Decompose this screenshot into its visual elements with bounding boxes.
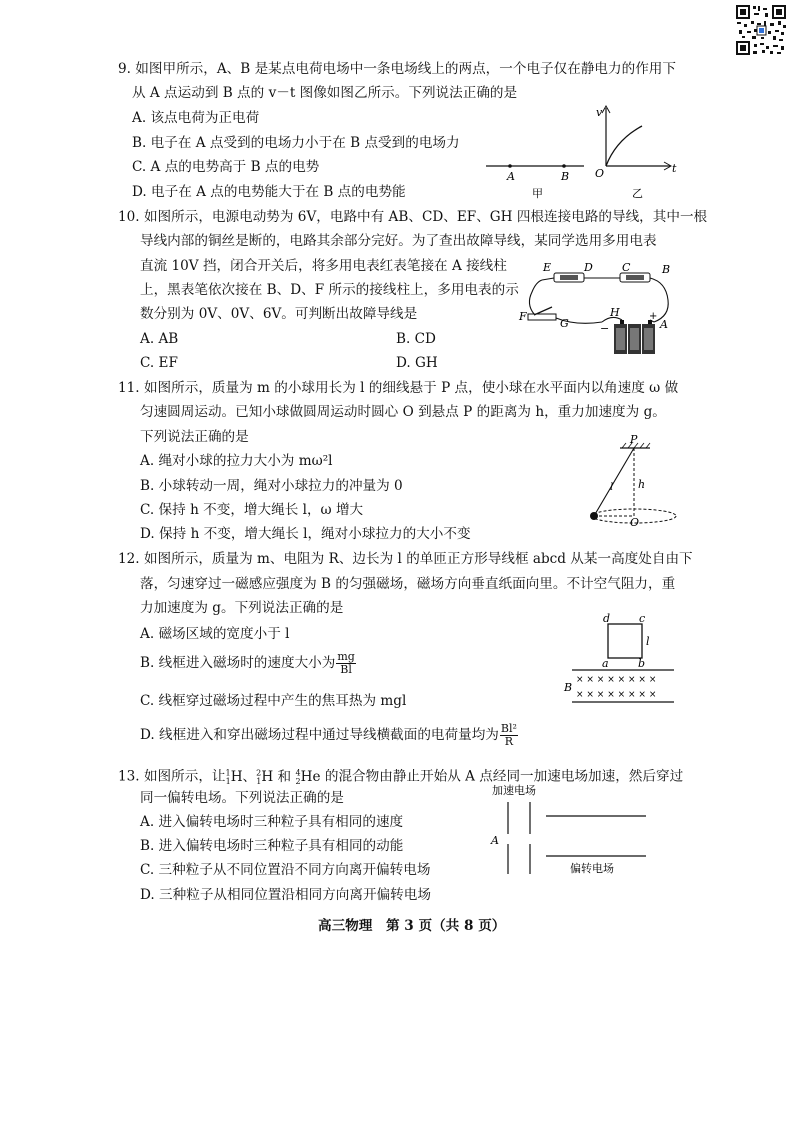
q10-label-f: F xyxy=(519,310,527,323)
q12-label-a: a xyxy=(602,657,609,670)
q10-label-a: A xyxy=(660,318,668,331)
q12-label-B: B xyxy=(564,681,573,694)
q12-magnetic-field-figure xyxy=(562,612,678,708)
q9-label-a: A xyxy=(507,170,515,183)
q12-option-b-numerator: mg xyxy=(337,650,355,663)
q13-stem-line2: 同一偏转电场。下列说法正确的是 xyxy=(140,790,344,806)
q11-label-o: O xyxy=(630,516,640,528)
q9-option-b: B. 电子在 A 点受到的电场力小于在 B 点受到的电场力 xyxy=(132,135,460,151)
q10-label-e: E xyxy=(543,261,552,274)
q12-option-d-text: D. 线框进入和穿出磁场过程中通过导线横截面的电荷量均为 xyxy=(140,727,499,743)
q10-circuit-figure xyxy=(516,260,678,366)
q12-label-d: d xyxy=(603,612,611,625)
q10-option-d: D. GH xyxy=(396,355,438,371)
q12-option-c: C. 线框穿过磁场过程中产生的焦耳热为 mgl xyxy=(140,693,407,709)
q13-label-accel-field: 加速电场 xyxy=(492,784,536,797)
q12-line3: 力加速度为 g。下列说法正确的是 xyxy=(140,600,344,616)
q10-option-c: C. EF xyxy=(140,355,178,371)
q12-cross-row-1: × × × × × × × × xyxy=(576,675,657,685)
q12-option-d-numerator: Bl² xyxy=(500,722,517,735)
q11-option-c: C. 保持 h 不变，增大绳长 l，ω 增大 xyxy=(140,502,364,518)
q11-option-d: D. 保持 h 不变，增大绳长 l，绳对小球拉力的大小不变 xyxy=(140,526,471,542)
q9-label-jia: 甲 xyxy=(532,187,543,200)
q13-electric-field-figure xyxy=(486,778,656,880)
q11-pendulum-figure xyxy=(584,434,684,528)
q13-option-a: A. 进入偏转电场时三种粒子具有相同的速度 xyxy=(140,814,404,830)
q12-label-l: l xyxy=(646,635,650,648)
q12-option-b-fraction xyxy=(336,651,355,676)
q12-option-a: A. 磁场区域的宽度小于 l xyxy=(140,626,290,642)
q10-line2: 导线内部的铜丝是断的，电路其余部分完好。为了查出故障导线，某同学选用多用电表 xyxy=(140,233,657,249)
q9-option-c: C. A 点的电势高于 B 点的电势 xyxy=(132,159,320,175)
q12-option-d-fraction xyxy=(500,723,518,748)
q13-stem-pre: 13. 如图所示，让 xyxy=(118,768,226,785)
q11-line1: 11. 如图所示，质量为 m 的小球用长为 l 的细线悬于 P 点，使小球在水平面内以角速度 ω 做 xyxy=(118,380,679,396)
q13-option-c: C. 三种粒子从不同位置沿不同方向离开偏转电场 xyxy=(140,862,431,878)
q11-label-h: h xyxy=(638,478,646,491)
q9-label-yi: 乙 xyxy=(632,187,643,200)
q11-label-l: l xyxy=(610,482,614,493)
q10-label-c: C xyxy=(622,261,631,274)
page-footer: 高三物理 第 3 页（共 8 页） xyxy=(318,918,506,934)
q11-option-a: A. 绳对小球的拉力大小为 mω²l xyxy=(140,453,333,469)
q9-label-t: t xyxy=(672,162,677,175)
q12-label-b: b xyxy=(638,657,646,670)
q9-stem-line2: 从 A 点运动到 B 点的 v－t 图像如图乙所示。下列说法正确的是 xyxy=(132,85,518,101)
q9-option-a: A. 该点电荷为正电荷 xyxy=(132,110,260,126)
q10-line5: 数分别为 0V、0V、6V。可判断出故障导线是 xyxy=(140,306,418,322)
q13-stem-post: 的混合物由静止开始从 A 点经同一加速电场加速，然后穿过 xyxy=(324,768,684,785)
q10-option-b: B. CD xyxy=(396,331,436,347)
q12-line2: 落，匀速穿过一磁感应强度为 B 的匀强磁场，磁场方向垂直纸面向里。不计空气阻力，重 xyxy=(140,576,676,592)
q13-option-b: B. 进入偏转电场时三种粒子具有相同的动能 xyxy=(140,838,404,854)
q10-label-g: G xyxy=(560,317,569,330)
q11-option-b: B. 小球转动一周，绳对小球拉力的冲量为 0 xyxy=(140,478,403,494)
q12-option-b xyxy=(140,651,357,676)
q10-line1: 10. 如图所示，电源电动势为 6V，电路中有 AB、CD、EF、GH 四根连接电路的导线，其中一根 xyxy=(118,209,708,225)
q10-line4: 上，黑表笔依次接在 B、D、F 所示的接线柱上，多用电表的示 xyxy=(140,282,519,298)
q12-label-c: c xyxy=(639,612,646,625)
q10-label-minus: − xyxy=(600,322,610,335)
q13-label-deflect-field: 偏转电场 xyxy=(570,862,614,875)
q10-line3: 直流 10V 挡，闭合开关后，将多用电表红表笔接在 A 接线柱 xyxy=(140,258,507,274)
q11-line3: 下列说法正确的是 xyxy=(140,429,249,445)
q11-line2: 匀速圆周运动。已知小球做圆周运动时圆心 O 到悬点 P 的距离为 h，重力加速度为 g。 xyxy=(140,404,666,420)
q9-label-v: v xyxy=(596,106,603,119)
q11-label-p: P xyxy=(630,434,638,446)
q9-figure xyxy=(482,104,682,200)
q10-label-d: D xyxy=(584,261,593,274)
q10-label-plus: + xyxy=(649,311,658,322)
qr-code xyxy=(735,4,787,56)
q12-line1: 12. 如图所示，质量为 m、电阻为 R、边长为 l 的单匝正方形导线框 abcd 从某一高度处自由下 xyxy=(118,551,693,567)
q10-option-a: A. AB xyxy=(140,331,179,347)
q12-option-d xyxy=(140,723,519,748)
q13-option-d: D. 三种粒子从相同位置沿相同方向离开偏转电场 xyxy=(140,887,431,903)
q12-option-b-text: B. 线框进入磁场时的速度大小为 xyxy=(140,655,336,671)
q9-stem-line1: 9. 如图甲所示，A、B 是某点电荷电场中一条电场线上的两点，一个电子仅在静电力的作用下 xyxy=(118,61,676,77)
q9-label-o: O xyxy=(595,167,605,180)
q10-label-b: B xyxy=(662,263,671,276)
q10-label-h: H xyxy=(610,306,620,319)
q9-option-d: D. 电子在 A 点的电势能大于在 B 点的电势能 xyxy=(132,184,406,200)
q13-isotopes: $^1_1$H、$^2_1$H 和 $^4_2$He xyxy=(225,768,325,787)
q12-option-b-denominator: Bl xyxy=(340,663,352,676)
q9-label-b: B xyxy=(561,170,570,183)
q13-label-a: A xyxy=(491,834,499,847)
q12-option-d-denominator: R xyxy=(504,735,514,748)
q12-cross-row-2: × × × × × × × × xyxy=(576,690,657,700)
